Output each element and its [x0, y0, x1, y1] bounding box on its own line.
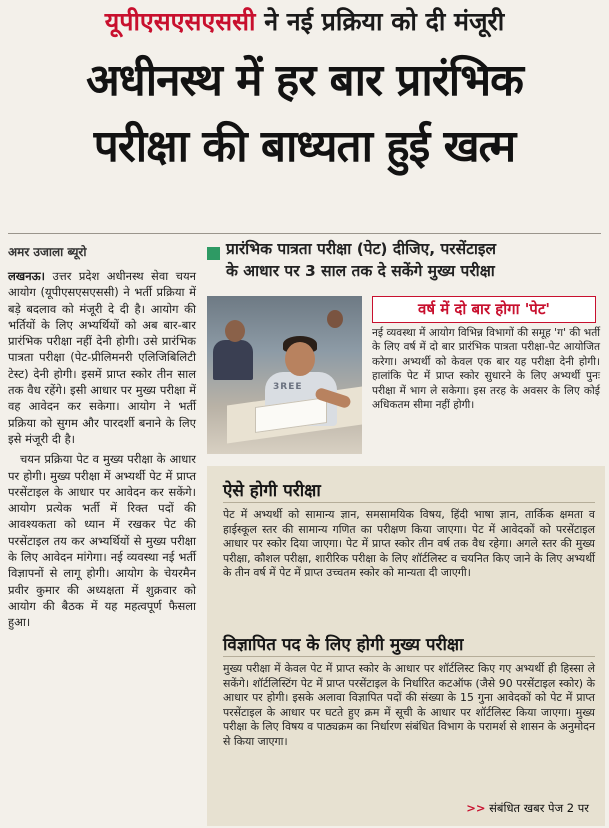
sidebar-text: नई व्यवस्था में आयोग विभिन्न विभागों की समूह 'ग' की भर्ती के लिए वर्ष में दो बार प्रारंभिक पात्रता परीक्षा-पेट आयोजित करेगा। अभ्यर्थी को केवल एक बार यह परीक्षा देनी होगी। हालांकि पेट में प्राप्त स्कोर सुधारने के लिए अभ्यर्थी पुनः परीक्षा में भाग ले सकेगा। इस तरह के अवसर के लिए कोई अधिकतम सीमा नहीं होगी। — [372, 327, 600, 412]
section-rule — [223, 656, 595, 657]
headline — [0, 48, 609, 180]
related-news-link[interactable] — [466, 801, 589, 816]
article-body — [8, 268, 196, 635]
section-heading-main-exam: विज्ञापित पद के लिए होगी मुख्य परीक्षा — [223, 635, 464, 655]
kicker-highlight: यूपीएसएसएससी — [104, 7, 256, 36]
headline-line-1: अधीनस्थ में हर बार प्रारंभिक — [86, 55, 523, 106]
section-rule — [223, 502, 595, 503]
article-paragraph — [8, 268, 196, 447]
subhead-line-2: के आधार पर 3 साल तक दे सकेंगे मुख्य परीक्षा — [226, 262, 495, 280]
section-heading-exam: ऐसे होगी परीक्षा — [223, 481, 321, 501]
double-chevron-icon: >> — [466, 801, 486, 815]
related-news-text: संबंधित खबर पेज 2 पर — [485, 801, 589, 815]
photo-figure — [285, 342, 315, 376]
article-paragraph-1-text: उत्तर प्रदेश अधीनस्थ सेवा चयन आयोग (यूपीएसएसएससी) ने भर्ती प्रक्रिया में बड़े बदलाव को मंजूरी दे दी है। आयोग की भर्तियों के लिए अभ्यर्थियों को अब बार-बार प्रारंभिक परीक्षा नहीं देनी होगी। उसे प्रारंभिक पात्रता परीक्षा (पेट-प्रीलिमनरी एलिजिबिलिटी टेस्ट) देनी होगी। इसमें प्राप्त स्कोर तीन साल तक वैध रहेंगे। इसी आधार पर मुख्य परीक्षा में वह आवेदन कर सकेगा। आयोग ने भर्ती प्रक्रिया को सुगम और पारदर्शी बनाने के लिए इसे मंजूरी दी है। — [8, 269, 196, 446]
headline-line-2: परीक्षा की बाध्यता हुई खत्म — [93, 121, 516, 172]
photo-shirt-text: 3REE — [273, 382, 303, 392]
subhead — [226, 238, 604, 282]
photo-figure — [213, 340, 253, 380]
section-text-exam: पेट में अभ्यर्थी को सामान्य ज्ञान, समसामयिक विषय, हिंदी भाषा ज्ञान, तार्किक क्षमता व हाईस्कूल स्तर की सामान्य गणित का परीक्षण किया जाएगा। पेट में आवेदकों को परसेंटाइल आधार पर स्कोर दिया जाएगा। पेट में प्राप्त स्कोर तीन वर्ष तक वैध रहेगा। अगले स्तर की मुख्य परीक्षा, कौशल परीक्षा, शारीरिक परीक्षा के लिए शॉर्टलिस्ट व चयनित किए जाने के लिए अभ्यर्थी के तीन वर्ष में पेट में प्राप्त उच्चतम स्कोर को मान्यता दी जाएगी। — [223, 508, 595, 580]
subhead-line-1: प्रारंभिक पात्रता परीक्षा (पेट) दीजिए, परसेंटाइल — [226, 240, 497, 258]
subhead-bullet-icon — [207, 247, 220, 260]
photo-figure — [327, 310, 343, 328]
byline: अमर उजाला ब्यूरो — [8, 245, 87, 259]
headline-divider — [8, 233, 601, 234]
kicker-text: ने नई प्रक्रिया को दी मंजूरी — [255, 7, 505, 36]
students-exam-photo — [207, 296, 362, 454]
article-paragraph: चयन प्रक्रिया पेट व मुख्य परीक्षा के आधार पर होगी। मुख्य परीक्षा में अभ्यर्थी पेट में प्राप्त परसेंटाइल के आधार पर आवेदन कर सकेंगे। आयोग प्रत्येक भर्ती में रिक्त पदों की आवश्यकता को ध्यान में रखकर पेट की परसेंटाइल तय कर अभ्यर्थियों से मुख्य परीक्षा के लिए आवेदन मांगेगा। नई व्यवस्था नई भर्ती विज्ञापनों से लागू होगी। आयोग के चेयरमैन प्रवीर कुमार की अध्यक्षता में शुक्रवार को आयोग की बैठक में यह महत्वपूर्ण फैसला हुआ। — [8, 452, 196, 630]
dateline: लखनऊ। — [8, 269, 45, 283]
section-text-main-exam: मुख्य परीक्षा में केवल पेट में प्राप्त स्कोर के आधार पर शॉर्टलिस्ट किए गए अभ्यर्थी ही हिस्सा ले सकेंगे। शॉर्टलिस्टिंग पेट में प्राप्त परसेंटाइल के निर्धारित कटऑफ (जैसे 90 परसेंटाइल स्कोर) के आधार पर होगी। इसके अलावा विज्ञापित पदों की संख्या के 15 गुना आवेदकों को पेट में प्राप्त परसेंटाइल के आधार पर घटते हुए क्रम में सूची के आधार पर शॉर्टलिस्ट किया जाएगा। मुख्य परीक्षा के लिए विषय व पाठ्यक्रम का निर्धारण संबंधित विभाग के परामर्श से शासन के अनुमोदन से किया जाएगा। — [223, 662, 595, 748]
photo-figure — [225, 320, 245, 342]
kicker — [0, 4, 609, 40]
sidebar-title: वर्ष में दो बार होगा 'पेट' — [372, 296, 596, 323]
info-panel — [207, 466, 605, 826]
